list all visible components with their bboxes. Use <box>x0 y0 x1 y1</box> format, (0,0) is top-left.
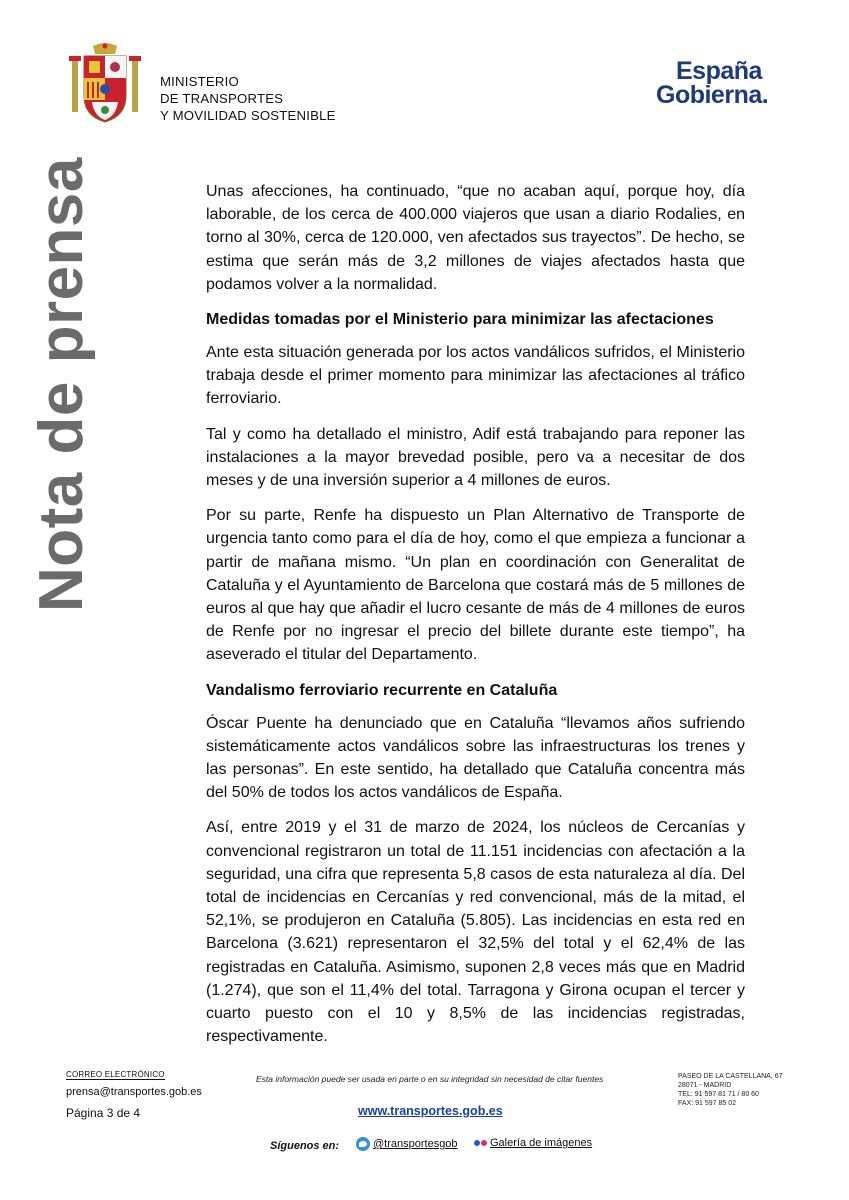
address-line: TEL: 91 597 81 71 / 80 60 <box>678 1091 759 1098</box>
espana-gobierna-logo <box>656 58 796 110</box>
footer <box>0 1060 849 1200</box>
ministry-line-3: Y MOVILIDAD SOSTENIBLE <box>160 108 336 123</box>
twitter-link[interactable] <box>356 1137 458 1151</box>
email-label: CORREO ELECTRÓNICO <box>66 1070 165 1079</box>
page-number: Página 3 de 4 <box>66 1106 141 1120</box>
section-heading: Vandalismo ferroviario recurrente en Cataluña <box>206 681 558 699</box>
ministry-name <box>160 73 336 124</box>
website-link[interactable]: www.transportes.gob.es <box>358 1104 503 1118</box>
address-line: 28071 - MADRID <box>678 1082 732 1089</box>
brand-line-2: Gobierna. <box>656 81 769 109</box>
email-address[interactable]: prensa@transportes.gob.es <box>66 1086 202 1098</box>
ministry-line-1: MINISTERIO <box>160 74 239 89</box>
side-title: Nota de prensa <box>27 157 96 612</box>
postal-address <box>678 1072 783 1108</box>
paragraph: Así, entre 2019 y el 31 de marzo de 2024, los núcleos de Cercanías y convencional registraron un total de 11.151 incidencias con afectación a la seguridad, una cifra que representa 5,8 casos de esta naturaleza al día. Del total de incidencias en Cercanías y red convencional, más de la mitad, el 52,1%, se produjeron en Cataluña (5.805). Las incidencias en esta red en Barcelona (3.621) representaron el 32,5% del total y el 62,4% de las registradas en Cataluña. Asimismo, suponen 2,8 veces más que en Madrid (1.274), que son el 11,4% del total. Tarragona y Girona ocupan el tercer y cuarto puesto con el 10 y 8,5% de las incidencias registradas, respectivamente. <box>206 819 745 1046</box>
flickr-icon <box>474 1140 487 1146</box>
paragraph: Tal y como ha detallado el ministro, Adif está trabajando para reponer las instalaciones a la mayor brevedad posible, pero va a necesitar de dos meses y de una inversión superior a 4 millones de euros. <box>206 425 745 490</box>
section-heading: Medidas tomadas por el Ministerio para minimizar las afectaciones <box>206 311 714 329</box>
coat-of-arms-icon <box>66 42 144 128</box>
twitter-handle: @transportesgob <box>373 1138 458 1150</box>
address-line: PASEO DE LA CASTELLANA, 67 <box>678 1073 783 1080</box>
paragraph: Ante esta situación generada por los actos vandálicos sufridos, el Ministerio trabaja desde el primer momento para minimizar las afectaciones al tráfico ferroviario. <box>206 344 745 408</box>
press-release-body <box>206 180 745 1061</box>
paragraph: Óscar Puente ha denunciado que en Cataluña “llevamos años sufriendo sistemáticamente actos vandálicos sobre las infraestructuras los trenes y las personas”. En este sentido, ha detallado que Cataluña concentra más del 50% de todos los actos vandálicos de España. <box>206 714 745 802</box>
gallery-label: Galería de imágenes <box>490 1137 593 1149</box>
address-line: FAX: 91 597 85 02 <box>678 1100 736 1107</box>
gallery-link[interactable] <box>474 1137 592 1149</box>
twitter-icon <box>356 1137 370 1151</box>
brand-line-1: España <box>676 57 762 85</box>
ministry-line-2: DE TRANSPORTES <box>160 91 284 106</box>
paragraph: Por su parte, Renfe ha dispuesto un Plan Alternativo de Transporte de urgencia tanto como para el día de hoy, como el que empieza a funcionar a partir de mañana mismo. “Un plan en coordinación con Generalitat de Cataluña y el Ayuntamiento de Barcelona que costará más de 5 millones de euros al que hay que añadir el lucro cesante de más de 4 millones de euros de Renfe por no ingresar el precio del billete durante este tiempo”, ha aseverado el titular del Departamento. <box>206 507 745 664</box>
follow-label: Síguenos en: <box>270 1140 340 1152</box>
usage-notice: Esta información puede ser usada en parte o en su integridad sin necesidad de citar fuentes <box>256 1074 604 1084</box>
paragraph: Unas afecciones, ha continuado, “que no acaban aquí, porque hoy, día laborable, de los cerca de 400.000 viajeros que usan a diario Rodalies, en torno al 30%, cerca de 120.000, ven afectados sus trayectos”. De hecho, se estima que serán más de 3,2 millones de viajes afectados hasta que podamos volver a la normalidad. <box>206 183 745 293</box>
